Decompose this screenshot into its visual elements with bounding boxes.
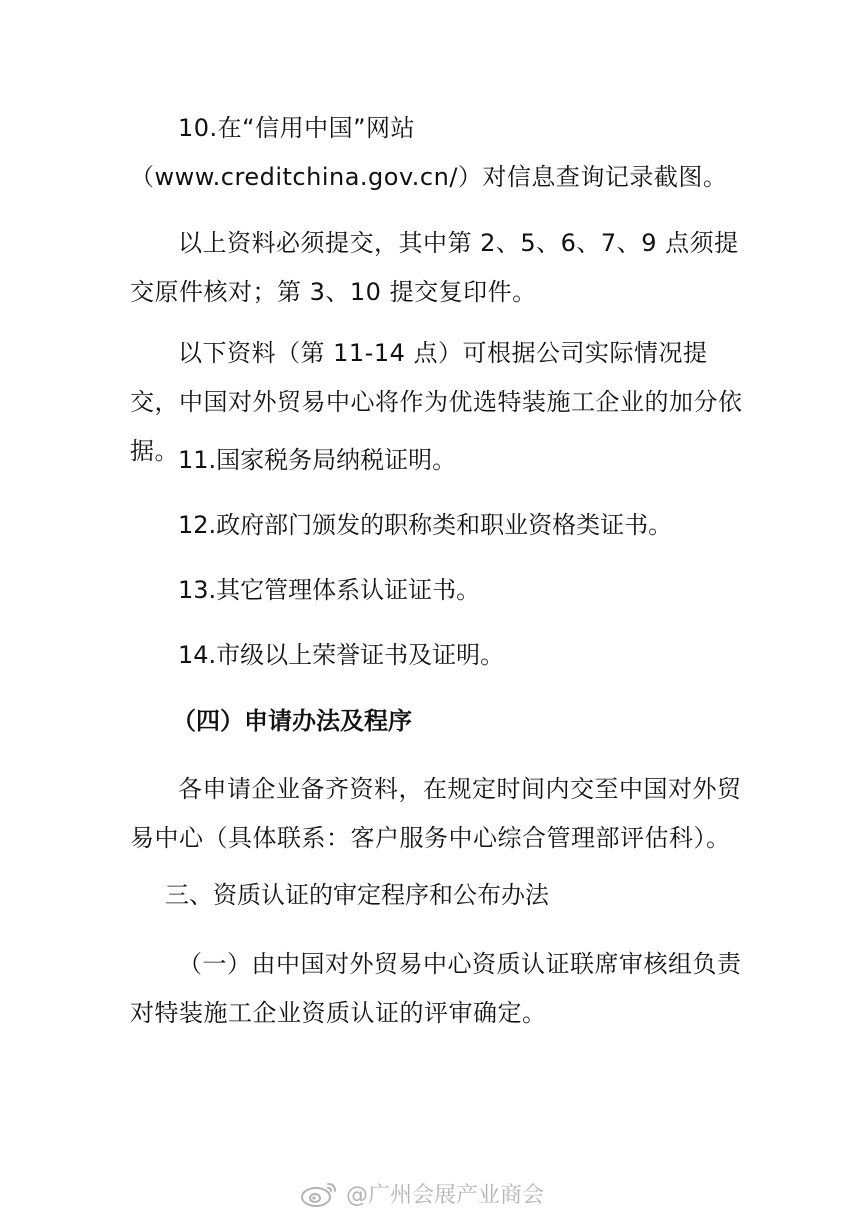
paragraph-item-10: 10.在“信用中国”网站（www.creditchina.gov.cn/）对信息查询记录截图。: [130, 114, 728, 191]
paragraph-optional-note: 以下资料（第 11-14 点）可根据公司实际情况提交，中国对外贸易中心将作为优选特装施工企业的加分依据。: [130, 339, 743, 465]
list-item-14: 14.市级以上荣誉证书及证明。: [178, 641, 505, 669]
section-3-heading: 三、资质认证的审定程序和公布办法: [165, 881, 549, 909]
watermark: [300, 1176, 544, 1210]
list-item-12: 12.政府部门颁发的职称类和职业资格类证书。: [178, 511, 673, 539]
watermark-text: @广州会展产业商会: [346, 1182, 545, 1208]
paragraph-section-3-item-1: （一）由中国对外贸易中心资质认证联席审核组负责对特装施工企业资质认证的评审确定。: [130, 950, 742, 1027]
subheading-application-procedure: （四）申请办法及程序: [172, 707, 412, 735]
list-item-13: 13.其它管理体系认证证书。: [178, 576, 481, 604]
paragraph-required-note: 以上资料必须提交，其中第 2、5、6、7、9 点须提交原件核对；第 3、10 提交复印件。: [130, 229, 739, 306]
weibo-logo-icon: [300, 1178, 340, 1208]
paragraph-application-text: 各申请企业备齐资料，在规定时间内交至中国对外贸易中心（具体联系：客户服务中心综合管理部评估科）。: [130, 775, 742, 852]
list-item-11: 11.国家税务局纳税证明。: [178, 446, 457, 474]
